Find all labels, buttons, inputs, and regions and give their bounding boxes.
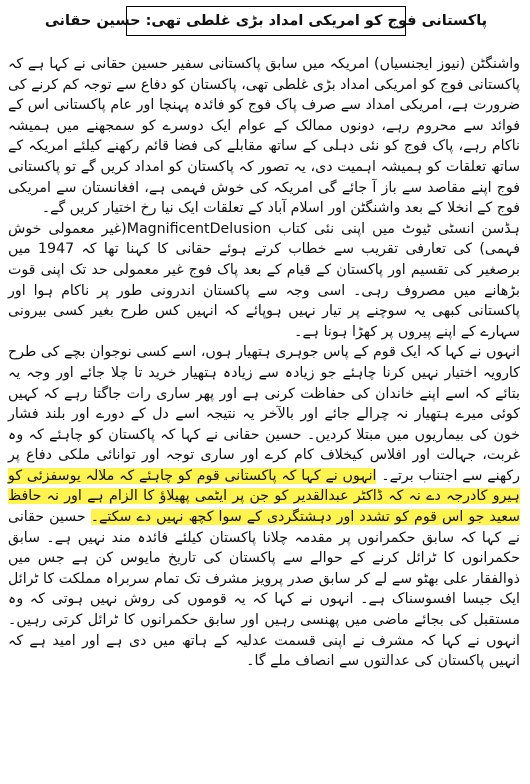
paragraph-2-intro: ہڈسن انسٹی ٹیوٹ میں اپنی نئی کتاب [278, 220, 520, 237]
headline: پاکستانی فوج کو امریکی امداد بڑی غلطی تھی: حسین حقانی [44, 13, 488, 29]
paragraph-3 [8, 342, 520, 672]
headline-box [44, 6, 488, 36]
paragraph-2 [8, 219, 520, 343]
article-body [8, 54, 520, 672]
paragraph-1 [8, 54, 520, 219]
paragraph-3-text: انہوں نے کہا کہ ایک قوم کے پاس جوہری ہتھیار ہوں، اسے کسی نوجوان بچے کی طرح کارویہ اختیار نہیں کرنا چاہئے جو زیادہ سے زیادہ ہتھیار خرید تا چلا جائے اور وجہ یہ بتائے کہ اسے اپنے خاندان کی حفاظت کرنی ہے اور پھر ساری رات جاگتا رہے کہ کہیں کوئی میرے ہتھیار نہ چرالے جائے اور بالآخر یہ نتیجہ اسے دل کے دورے اور بلند فشار خون کی بیماریوں میں مبتلا کردیں۔ حسین حقانی نے کہا کہ پاکستان کو چاہئے کہ وہ غربت، جہالت اور افلاس کیخلاف کام کرے اور ساری توجہ اور توانائی ملکی دفاع پر رکھنے سے اجتناب برتے۔ [8, 344, 521, 484]
highlighted-quote: انہوں نے کہا کہ پاکستانی قوم کو چاہئے کہ ملالہ یوسفزئی کو ہیرو کادرجہ دے نہ کہ ڈاکٹر عبدالقدیر کو جن پر ایٹمی پھیلاؤ کا الزام ہے اور نہ حافظ سعید جو اس قوم کو تشدد اور دہشتگردی کے سوا کچھ نہیں دے سکتے۔ [8, 467, 520, 526]
book-title: MagnificentDelusion [126, 220, 272, 237]
paragraph-3-closing: حسین حقانی نے کہا کہ سابق حکمرانوں پر مقدمہ چلانا پاکستان کیلئے فائدہ مند نہیں ہے۔ سابق حکمرانوں کا ٹرائل کرنے کے حوالے سے پاکستان کی تاریخ مایوس کن ہے جس میں ذوالفقار علی بھٹو سے لے کر سابق صدر پرویز مشرف تک تمام سربراہ مملکت کا ٹرائل ایک جیسا افسوسناک ہے۔ انہوں نے کہا کہ یہ قوموں کی روش نہیں ہوتی کہ وہ مستقبل کی بجائے ماضی میں پھنسی رہیں اور سابق حکمرانوں کا ٹرائل کرتی رہیں۔ انہوں نے کہا کہ مشرف نے اپنی قسمت عدلیہ کے ہاتھ میں دی ہے اور امید ہے کہ انہیں پاکستان کی عدالتوں سے انصاف ملے گا۔ [8, 509, 520, 670]
paragraph-2-text: (غیر معمولی خوش فہمی) کی تعارفی تقریب سے خطاب کرتے ہوئے حقانی کا کہنا تھا کہ 1947 میں برصغیر کی تقسیم اور پاکستان کے قیام کے بعد پاک فوج غیر معمولی حد تک اپنی قوت بڑھانے میں مصروف رہی۔ اسی وجہ سے پاکستان اندرونی طور پر ناکام ہوا اور پاکستانی کبھی یہ سوچنے پر تیار نہیں ہوپائے کہ انہیں کس طرح بغیر کسی بیرونی سہارے کے اپنے پیروں پر کھڑا ہونا ہے۔ [8, 220, 520, 340]
paragraph-1-text: واشنگٹن (نیوز ایجنسیاں) امریکہ میں سابق پاکستانی سفیر حسین حقانی نے کہا ہے کہ پاکستانی فوج کو امریکی امداد بڑی غلطی تھی، پاکستان کو دفاع سے توجہ کم کرنے کی ضرورت ہے، امریکی امداد سے صرف پاک فوج کو فائدہ پہنچا اور عام پاکستانی اس کے فوائد سے محروم رہے، دونوں ممالک کے عوام ایک دوسرے کو سمجھنے میں ہمیشہ ناکام رہے، پاک فوج کو نئی دہلی کے ساتھ مقابلے کی فضا قائم رکھنے کیلئے امریکہ کے ساتھ تعلقات کو ہمیشہ اہمیت دی، یہ تصور کہ پاکستان کو امداد کریں گے تو پاکستانی فوج اپنے مقاصد سے باز آ جائے گی امریکہ کی خوش فہمی ہے، افغانستان سے امریکی فوج کے انخلا کے بعد واشنگٹن اور اسلام آباد کے تعلقات ایک نیا رخ اختیار کریں گے۔ [8, 56, 520, 217]
